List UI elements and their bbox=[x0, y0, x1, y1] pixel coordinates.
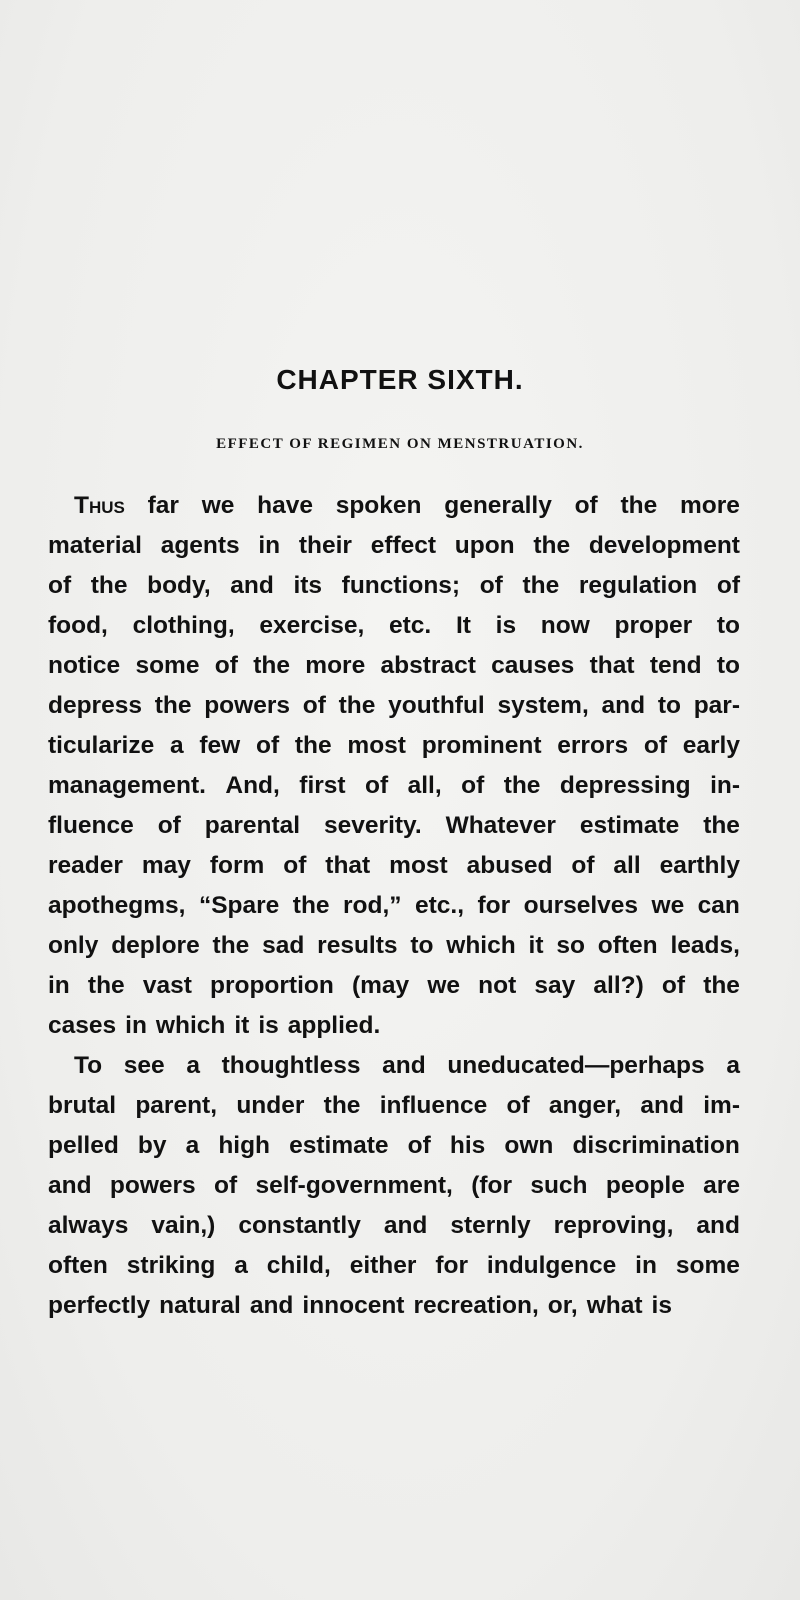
text-line: brutal parent, under the influence of anger, and im- bbox=[48, 1092, 740, 1119]
text-line: often striking a child, either for indulgence in some bbox=[48, 1252, 740, 1279]
chapter-title: CHAPTER SIXTH. bbox=[276, 364, 524, 395]
text-line: cases in which it is applied. bbox=[48, 1012, 381, 1039]
text-line: depress the powers of the youthful system, and to par- bbox=[48, 692, 740, 719]
text-line: Thus far we have spoken generally of the more bbox=[74, 492, 740, 519]
text-line: apothegms, “Spare the rod,” etc., for ourselves we can bbox=[48, 892, 740, 919]
text-line: in the vast proportion (may we not say all?) of the bbox=[48, 972, 740, 999]
text-line: To see a thoughtless and uneducated—perhaps a bbox=[74, 1052, 740, 1079]
text-line: notice some of the more abstract causes that tend to bbox=[48, 652, 740, 679]
text-line: food, clothing, exercise, etc. It is now proper to bbox=[48, 612, 740, 639]
text-line: only deplore the sad results to which it so often leads, bbox=[48, 932, 740, 959]
text-line: perfectly natural and innocent recreation, or, what is bbox=[48, 1292, 672, 1319]
text-line: ticularize a few of the most prominent errors of early bbox=[48, 732, 740, 759]
body-text bbox=[48, 486, 740, 1326]
text-line: management. And, first of all, of the depressing in- bbox=[48, 772, 740, 799]
chapter-subtitle: EFFECT OF REGIMEN ON MENSTRUATION. bbox=[216, 436, 584, 452]
text-line: of the body, and its functions; of the regulation of bbox=[48, 572, 740, 599]
text-line: reader may form of that most abused of all earthly bbox=[48, 852, 740, 879]
text-line: and powers of self-government, (for such people are bbox=[48, 1172, 740, 1199]
text-line: always vain,) constantly and sternly reproving, and bbox=[48, 1212, 740, 1239]
text-line: fluence of parental severity. Whatever estimate the bbox=[48, 812, 740, 839]
text-line: material agents in their effect upon the development bbox=[48, 532, 740, 559]
text-line: pelled by a high estimate of his own discrimination bbox=[48, 1132, 740, 1159]
